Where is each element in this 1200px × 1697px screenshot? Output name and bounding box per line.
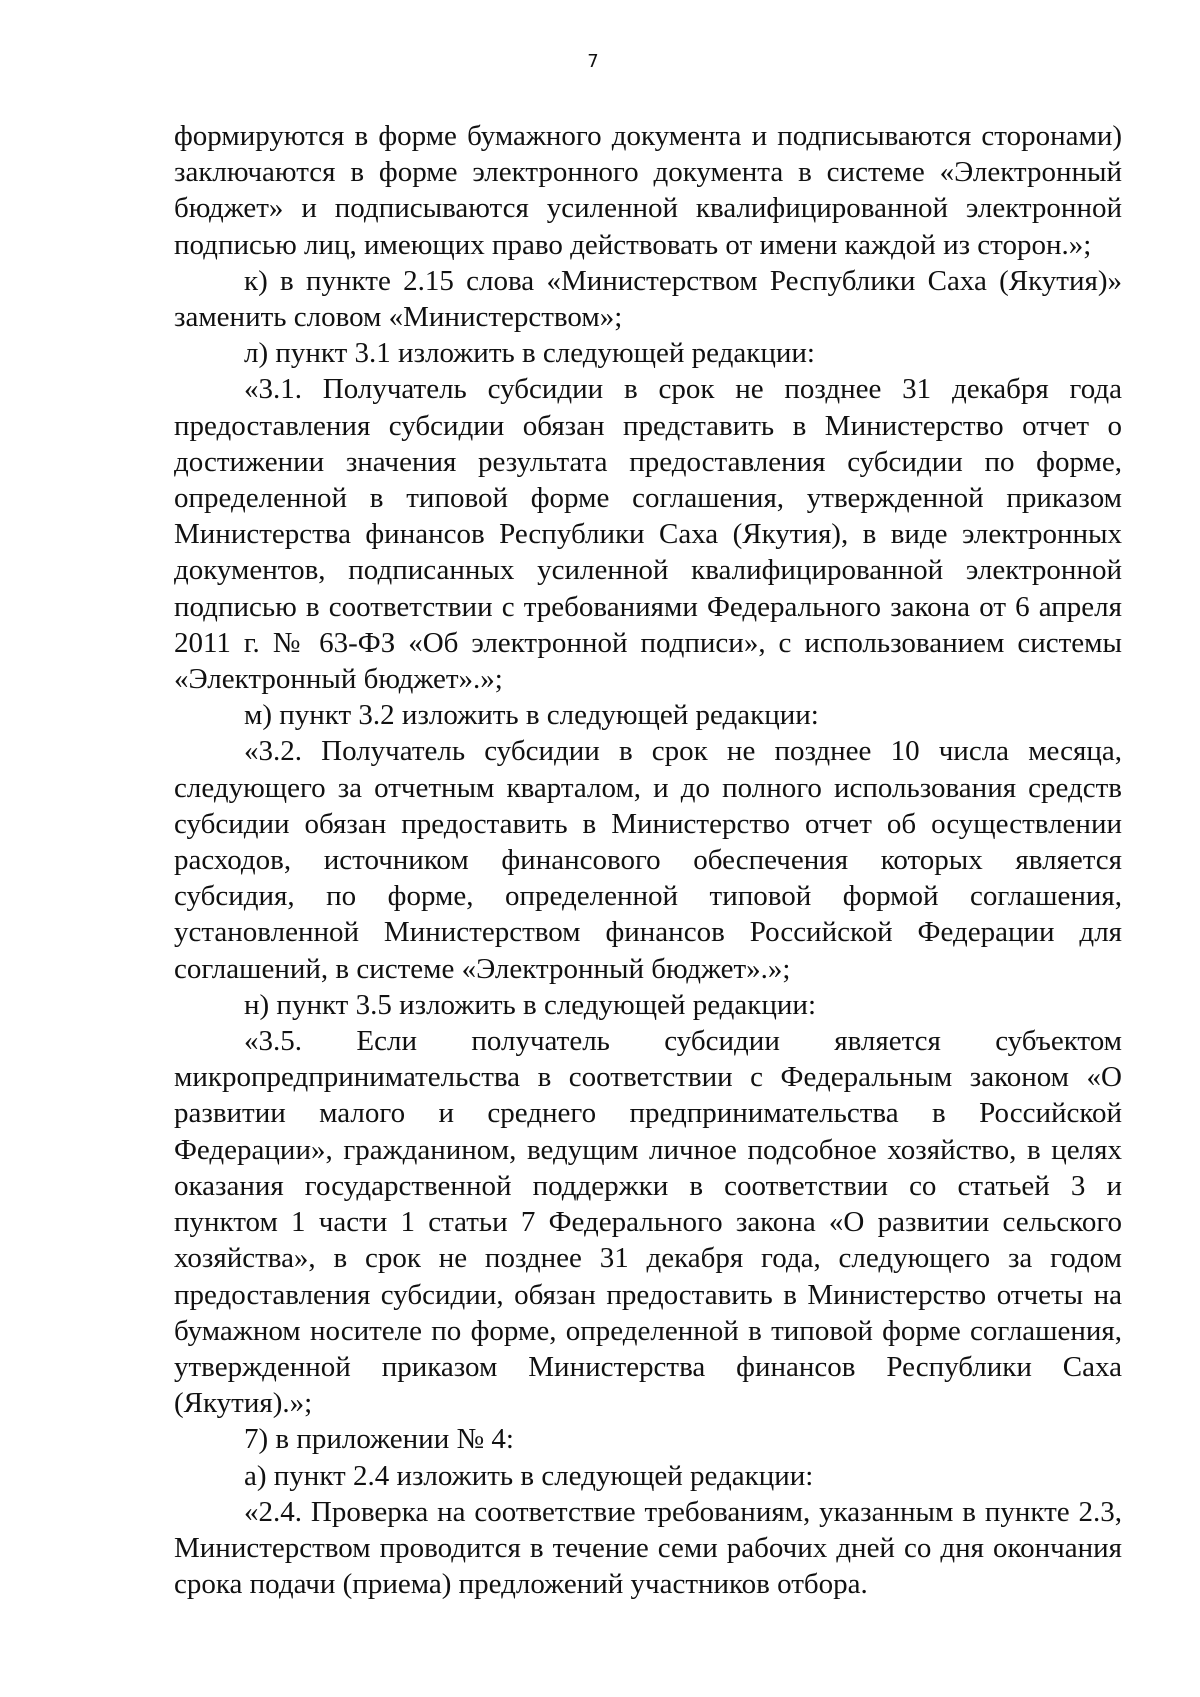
paragraph-item-a: а) пункт 2.4 изложить в следующей редакции: bbox=[244, 1459, 814, 1492]
paragraph-item-m: м) пункт 3.2 изложить в следующей редакции: bbox=[244, 699, 819, 732]
paragraph-item-l: л) пункт 3.1 изложить в следующей редакции: bbox=[244, 337, 815, 370]
paragraph-item-k: к) в пункте 2.15 слова «Министерством Республики Саха (Якутия)» заменить словом «Министерством»; bbox=[174, 264, 1122, 334]
paragraph-clause-2-4: «2.4. Проверка на соответствие требованиям, указанным в пункте 2.3, Министерством проводится в течение семи рабочих дней со дня окончания срока подачи (приема) предложений участников отбора. bbox=[174, 1495, 1122, 1601]
document-body bbox=[174, 118, 1122, 1602]
page-number: 7 bbox=[587, 51, 599, 72]
paragraph-continuation: формируются в форме бумажного документа и подписываются сторонами) заключаются в форме электронного документа в системе «Электронный бюджет» и подписываются усиленной квалифицированной электронной подписью лиц, имеющих право действовать от имени каждой из сторон.»; bbox=[174, 120, 1122, 261]
paragraph-clause-3-2: «3.2. Получатель субсидии в срок не позднее 10 числа месяца, следующего за отчетным кварталом, и до полного использования средств субсидии обязан предоставить в Министерство отчет об осуществлении расходов, источником финансового обеспечения которых является субсидия, по форме, определенной типовой формой соглашения, установленной Министерством финансов Российской Федерации для соглашений, в системе «Электронный бюджет».»; bbox=[174, 735, 1122, 985]
paragraph-item-n: н) пункт 3.5 изложить в следующей редакции: bbox=[244, 988, 817, 1021]
paragraph-clause-3-5: «3.5. Если получатель субсидии является субъектом микропредпринимательства в соответствии с Федеральным законом «О развитии малого и среднего предпринимательства в Российской Федерации», гражданином, ведущим личное подсобное хозяйство, в целях оказания государственной поддержки в соответствии со статьей 3 и пунктом 1 части 1 статьи 7 Федерального закона «О развитии сельского хозяйства», в срок не позднее 31 декабря года, следующего за годом предоставления субсидии, обязан предоставить в Министерство отчеты на бумажном носителе по форме, определенной в типовой форме соглашения, утвержденной приказом Министерства финансов Республики Саха (Якутия).»; bbox=[174, 1025, 1122, 1420]
paragraph-item-7: 7) в приложении № 4: bbox=[244, 1423, 514, 1456]
paragraph-clause-3-1: «3.1. Получатель субсидии в срок не позднее 31 декабря года предоставления субсидии обязан представить в Министерство отчет о достижении значения результата предоставления субсидии по форме, определенной в типовой форме соглашения, утвержденной приказом Министерства финансов Республики Саха (Якутия), в виде электронных документов, подписанных усиленной квалифицированной электронной подписью в соответствии с требованиями Федерального закона от 6 апреля 2011 г. № 63-ФЗ «Об электронной подписи», с использованием системы «Электронный бюджет».»; bbox=[174, 373, 1122, 696]
